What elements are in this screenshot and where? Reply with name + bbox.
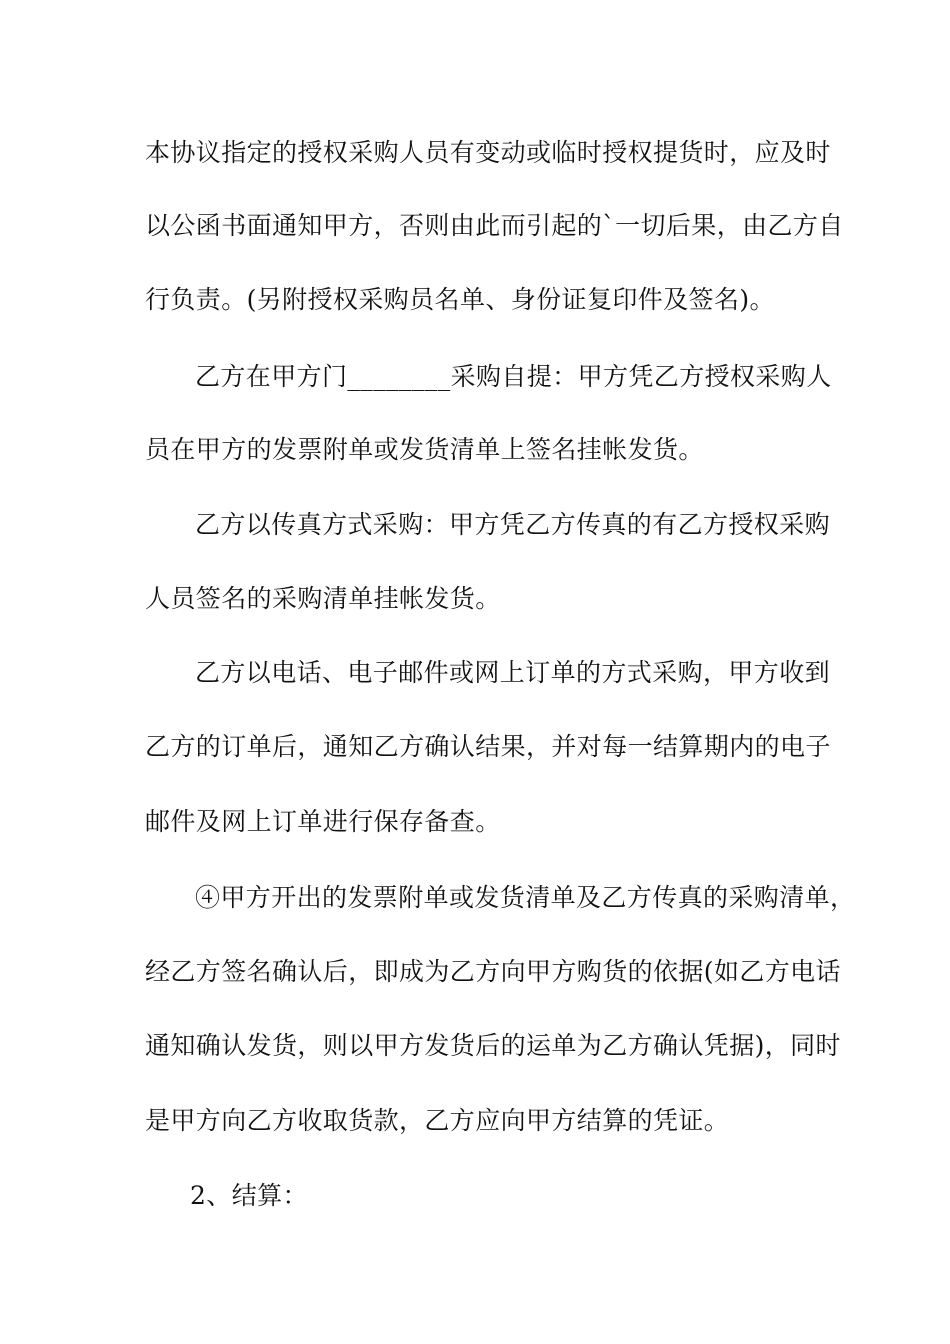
text-line: 乙方的订单后，通知乙方确认结果，并对每一结算期内的电子	[145, 732, 831, 761]
text-line: 以公函书面通知甲方，否则由此而引起的`一切后果，由乙方自	[145, 211, 844, 240]
section-heading: 2、结算：	[190, 1181, 308, 1210]
text-line: 邮件及网上订单进行保存备查。	[145, 807, 501, 836]
text-line: 是甲方向乙方收取货款，乙方应向甲方结算的凭证。	[145, 1106, 730, 1135]
text-line: 乙方在甲方门________采购自提：甲方凭乙方授权采购人	[195, 362, 832, 391]
text-line: 经乙方签名确认后，即成为乙方向甲方购货的依据(如乙方电话	[145, 957, 841, 986]
text-line: 人员签名的采购清单挂帐发货。	[145, 584, 501, 613]
text-line: ④甲方开出的发票附单或发货清单及乙方传真的采购清单，	[195, 883, 856, 912]
text-line: 乙方以电话、电子邮件或网上订单的方式采购，甲方收到	[195, 658, 831, 687]
text-line: 行负责。(另附授权采购员名单、身份证复印件及签名)。	[145, 285, 775, 314]
text-line: 乙方以传真方式采购：甲方凭乙方传真的有乙方授权采购	[195, 510, 831, 539]
text-line: 通知确认发货，则以甲方发货后的运单为乙方确认凭据)，同时	[145, 1031, 841, 1060]
text-line: 员在甲方的发票附单或发货清单上签名挂帐发货。	[145, 435, 704, 464]
text-line: 本协议指定的授权采购人员有变动或临时授权提货时，应及时	[145, 138, 831, 167]
